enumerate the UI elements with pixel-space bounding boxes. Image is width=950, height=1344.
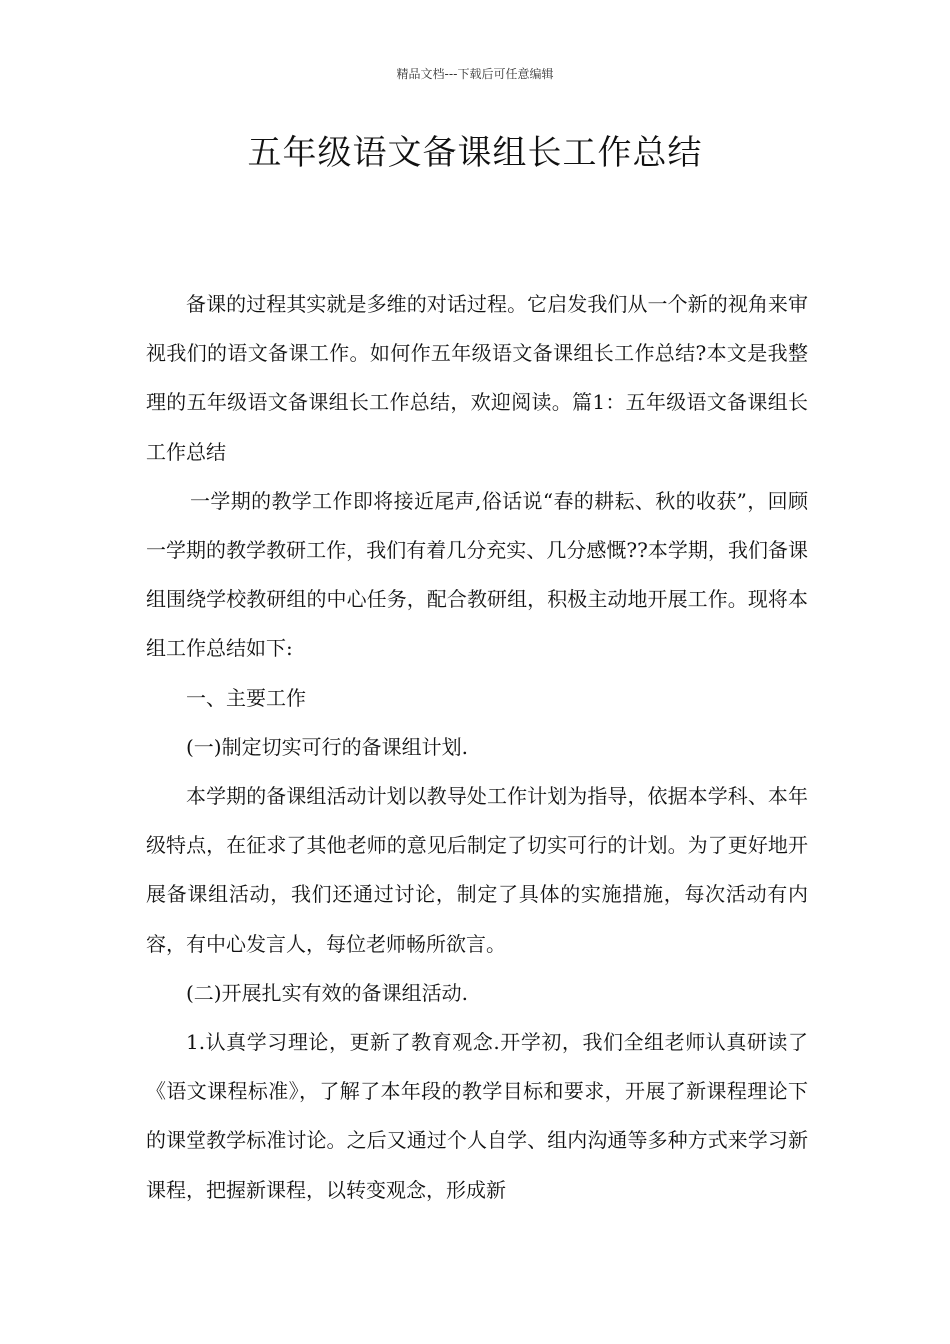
document-title: 五年级语文备课组长工作总结 [247, 133, 703, 173]
header-note: 精品文档---下载后可任意编辑 [396, 67, 554, 81]
subsection-heading-activities: (二)开展扎实有效的备课组活动. [186, 980, 468, 1005]
section-heading-main-work: 一、主要工作 [186, 685, 306, 710]
paragraph-plan: 本学期的备课组活动计划以教导处工作计划为指导，依据本学科、本年级特点，在征求了其他老师的意见后制定了切实可行的计划。为了更好地开展备课组活动，我们还通过讨论，制定了具体的实施措施，每次活动有内容，有中心发言人，每位老师畅所欲言。 [146, 784, 808, 956]
paragraph-theory-study: 1.认真学习理论，更新了教育观念.开学初，我们全组老师认真研读了《语文课程标准》，了解了本年段的教学目标和要求，开展了新课程理论下的课堂教学标准讨论。之后又通过个人自学、组内沟通等多种方式来学习新课程，把握新课程，以转变观念，形成新 [146, 1030, 808, 1202]
paragraph-summary-opening: 一学期的教学工作即将接近尾声,俗话说“春的耕耘、秋的收获”，回顾一学期的教学教研工作，我们有着几分充实、几分感慨??本学期，我们备课组围绕学校教研组的中心任务，配合教研组，积极主动地开展工作。现将本组工作总结如下: [146, 488, 808, 661]
subsection-heading-plan: (一)制定切实可行的备课组计划. [186, 734, 468, 759]
document-body [146, 280, 808, 1215]
paragraph-intro: 备课的过程其实就是多维的对话过程。它启发我们从一个新的视角来审视我们的语文备课工作。如何作五年级语文备课组长工作总结?本文是我整理的五年级语文备课组长工作总结，欢迎阅读。篇1：五年级语文备课组长工作总结 [146, 292, 808, 464]
